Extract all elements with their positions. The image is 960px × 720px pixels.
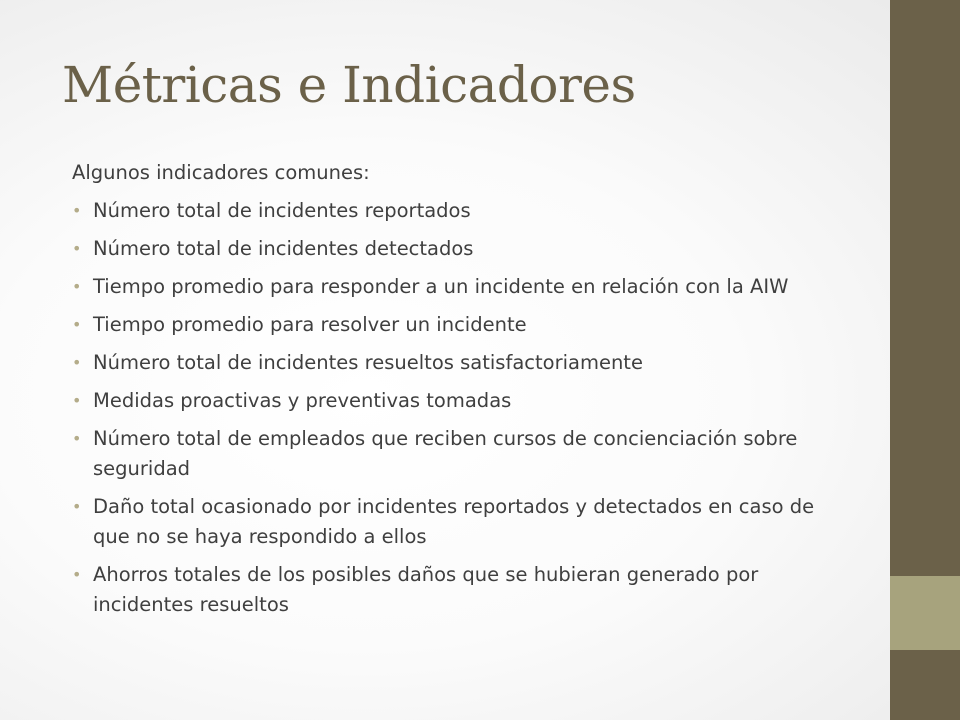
bullet-icon: • [72, 239, 82, 258]
bullet-item [72, 386, 852, 416]
bullet-item [72, 348, 852, 378]
bullet-text: Tiempo promedio para resolver un incidente [93, 313, 527, 336]
bullet-icon: • [72, 565, 82, 584]
slide-title: Métricas e Indicadores [62, 56, 636, 114]
intro-text: Algunos indicadores comunes: [72, 161, 370, 184]
bullet-item [72, 492, 852, 552]
bullet-text: Medidas proactivas y preventivas tomadas [93, 389, 512, 412]
bullet-text: Número total de empleados que reciben cursos de concienciación sobre seguridad [93, 427, 798, 480]
bullet-icon: • [72, 201, 82, 220]
bullet-icon: • [72, 277, 82, 296]
bullet-text: Número total de incidentes detectados [93, 237, 474, 260]
bullet-icon: • [72, 429, 82, 448]
bullet-item [72, 272, 852, 302]
bullet-icon: • [72, 353, 82, 372]
bullet-item [72, 196, 852, 226]
bullet-list [72, 196, 852, 620]
bullet-item [72, 424, 852, 484]
bullet-text: Tiempo promedio para responder a un incidente en relación con la AIW [93, 275, 789, 298]
decorative-side-accent [890, 576, 960, 650]
bullet-text: Daño total ocasionado por incidentes reportados y detectados en caso de que no se haya respondido a ellos [93, 495, 815, 548]
bullet-item [72, 310, 852, 340]
bullet-icon: • [72, 497, 82, 516]
bullet-item [72, 234, 852, 264]
bullet-text: Número total de incidentes reportados [93, 199, 471, 222]
bullet-item [72, 560, 852, 620]
bullet-text: Ahorros totales de los posibles daños que se hubieran generado por incidentes resueltos [93, 563, 759, 616]
bullet-text: Número total de incidentes resueltos satisfactoriamente [93, 351, 643, 374]
bullet-icon: • [72, 315, 82, 334]
slide-body [72, 158, 852, 628]
bullet-icon: • [72, 391, 82, 410]
